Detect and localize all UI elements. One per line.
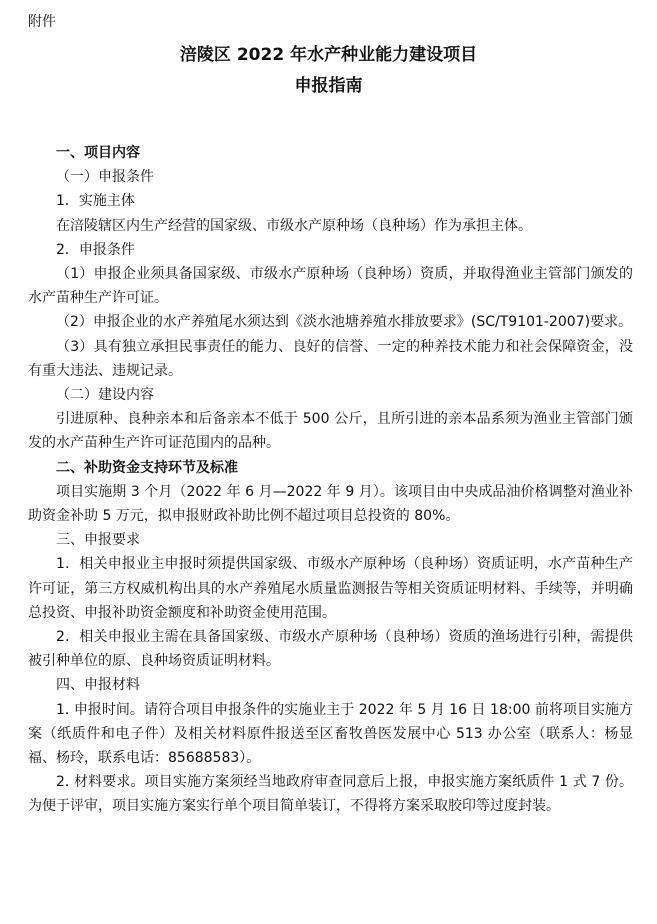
paragraph: （2）申报企业的水产养殖尾水须达到《淡水池塘养殖水排放要求》(SC/T9101-2007)要求。 — [56, 314, 633, 331]
section-heading-4: 四、申报材料 — [56, 677, 140, 694]
paragraph: 项目实施期 3 个月（2022 年 6 月—2022 年 9 月）。该项目由中央成品油价格调整对渔业补助资金补助 5 万元，拟申报财政补助比例不超过项目总投资的 80%。 — [28, 483, 633, 525]
item-heading: 1．实施主体 — [56, 193, 135, 210]
document-title: 涪陵区 2022 年水产种业能力建设项目 — [179, 45, 478, 65]
subsection-heading: （一）申报条件 — [56, 169, 154, 186]
paragraph: （1）申报企业须具备国家级、市级水产原种场（良种场）资质，并取得渔业主管部门颁发的水产苗种生产许可证。 — [28, 266, 633, 307]
document-body — [28, 141, 633, 819]
section-heading-2: 二、补助资金支持环节及标准 — [56, 459, 238, 476]
subsection-heading: （二）建设内容 — [56, 387, 154, 404]
paragraph: 引进原种、良种亲本和后备亲本不低于 500 公斤，且所引进的亲本品系须为渔业主管部门颁发的水产苗种生产许可证范围内的品种。 — [28, 411, 633, 452]
attachment-label: 附件 — [28, 14, 56, 30]
paragraph: 1．相关申报业主申报时须提供国家级、市级水产原种场（良种场）资质证明，水产苗种生产许可证，第三方权威机构出具的水产养殖尾水质量监测报告等相关资质证明材料、手续等，并明确总投资、申报补助资金额度和补助资金使用范围。 — [28, 556, 633, 621]
document-subtitle: 申报指南 — [294, 76, 363, 96]
paragraph: 1. 申报时间。请符合项目申报条件的实施业主于 2022 年 5 月 16 日 18:00 前将项目实施方案（纸质件和电子件）及相关材料原件报送至区畜牧兽医发展中心 513 办公室（联系人：杨显福、杨玲，联系电话：85688583）。 — [28, 701, 633, 767]
section-heading-3: 三、申报要求 — [56, 532, 140, 549]
paragraph: 2．相关申报业主需在具备国家级、市级水产原种场（良种场）资质的渔场进行引种，需提供被引种单位的原、良种场资质证明材料。 — [28, 629, 633, 670]
paragraph: 在涪陵辖区内生产经营的国家级、市级水产原种场（良种场）作为承担主体。 — [56, 217, 532, 234]
item-heading: 2．申报条件 — [56, 241, 135, 258]
paragraph: 2. 材料要求。项目实施方案须经当地政府审查同意后上报，申报实施方案纸质件 1 式 7 份。为便于评审，项目实施方案实行单个项目简单装订，不得将方案采取胶印等过度封装。 — [28, 774, 633, 815]
section-heading-1: 一、项目内容 — [56, 145, 140, 161]
paragraph: （3）具有独立承担民事责任的能力、良好的信誉、一定的种养技术能力和社会保障资金，没有重大违法、违规记录。 — [28, 338, 633, 379]
